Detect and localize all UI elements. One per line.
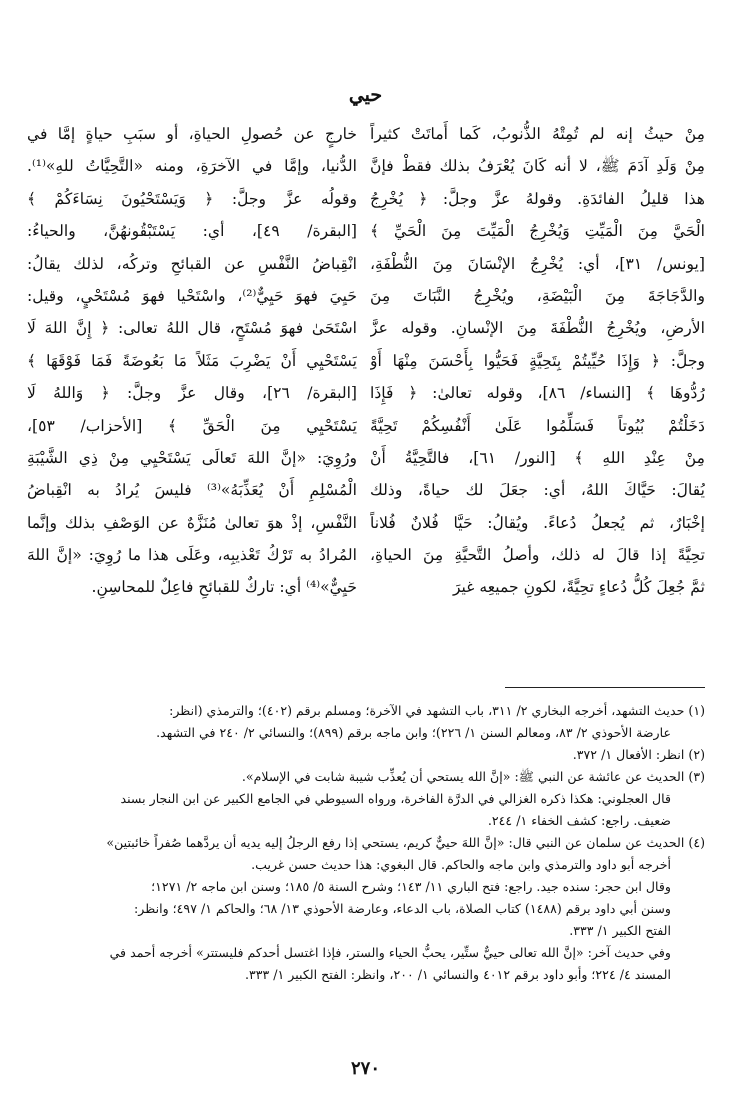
footnote-line: (٣) الحديث عن عائشة عن النبي ﷺ: «إنَّ الله يستحي أن يُعذِّب شيبة شابت في الإسلام». xyxy=(241,769,705,784)
text-line: مِنْ حيثُ إنه لم تُمِتْهُ الذُّنوبُ، كَما أَماتَتْ كثيراً xyxy=(370,125,705,143)
text-line: دَخَلْتُمْ بُيُوتاً فَسَلِّمُوا عَلَىٰ أَنْفُسِكُمْ تَحِيَّةً xyxy=(370,416,705,435)
text-line: وجلَّ: ﴿ وَإِذَا حُيِّيتُمْ بِتَحِيَّةٍ فَحَيُّوا بِأَحْسَنَ مِنْهَا أَوْ xyxy=(370,351,705,370)
text-line: [البقرة/ ٤٩]، أي: يَسْتَبْقُونهُنَّ، والحياءُ: xyxy=(27,222,357,241)
footnote-line: عارضة الأحوذي ٢/ ٨٣، ومعالم السنن ١/ ٢٢٦)؛ وابن ماجه برقم (٨٩٩)؛ والنسائي ٢/ ٢٤٠ في التشهد. xyxy=(156,725,671,740)
page-header-title: حيي xyxy=(348,84,383,106)
text-line: اسْتَحَىٰ فهوَ مُسْتَحٍ، قال اللهُ تعالى: ﴿ إِنَّ اللهَ لَا xyxy=(27,319,357,338)
footnote-line: وقال ابن حجر: سنده جيد. راجع: فتح الباري ١١/ ١٤٣؛ وشرح السنة ٥/ ١٨٥؛ وسنن ابن ماجه ٢/ ١٢٧١؛ xyxy=(151,879,671,894)
main-text-column-right xyxy=(370,118,705,604)
text-line: النَّفْسِ، إذْ هوَ تعالىٰ مُنَزَّهٌ عن الوَصْفِ بذلك وإنَّما xyxy=(27,513,357,532)
text-line: يُقالَ: حَيَّاكَ اللهُ، أي: جعَلَ لك حياةً، وذلك xyxy=(370,481,705,500)
page-number: ٢٧٠ xyxy=(350,1058,380,1079)
text-line: وقولُه عزَّ وجلَّ: ﴿ وَيَسْتَحْيُونَ نِسَاءَكُمْ ﴾ xyxy=(27,189,357,208)
main-text-column-left xyxy=(27,118,357,604)
text-line: يَسْتَحْيِي مِنَ الْحَقِّ ﴾ [الأحزاب/ ٥٣]، xyxy=(27,416,357,435)
footnote-line: وفي حديث آخر: «إنَّ الله تعالى حييٌّ ستِّير، يحبُّ الحياء والستر، فإذا اغتسل أحدكم فليستتر» أخرجه أحمد في xyxy=(109,945,671,960)
footnote-line: وسنن أبي داود برقم (١٤٨٨) كتاب الصلاة، باب الدعاء، وعارضة الأحوذي ١٣/ ٦٨؛ والحاكم ١/ ٤٩٧؛ وانظر: xyxy=(134,901,671,916)
text-line: رُدُّوهَا ﴾ [النساء/ ٨٦]، وقوله تعالىٰ: ﴿ فَإِذَا xyxy=(370,384,705,403)
footnote-line: أخرجه أبو داود والترمذي وابن ماجه والحاكم. قال البغوي: هذا حديث حسن غريب. xyxy=(251,857,671,872)
text-line: مِنْ عِنْدِ اللهِ ﴾ [النور/ ٦١]، فالتَّحِيَّةُ أَنْ xyxy=(370,448,705,467)
text-line: المُرادُ به تَرْكُ تَعْذيبِه، وعَلَى هذا ما رُوِيَ: «إنَّ اللهَ xyxy=(27,546,357,565)
text-line: خارجٍ عن حُصولِ الحياةِ، أو سبَبِ حياةٍ إمَّا في xyxy=(27,125,357,143)
text-line: الأرضِ، ويُخْرِجُ النُّطْفَةَ مِنَ الإنْسانِ. وقوله عزَّ xyxy=(370,319,705,338)
footnote-line: (٤) الحديث عن سلمان عن النبي قال: «إنَّ اللهَ حييٌّ كريم، يستحي إذا رفع الرجلُ إليه يديه أن يردَّهما صُفراً خائبتين» xyxy=(106,835,705,850)
text-line: الْحَيَّ مِنَ الْمَيِّتِ وَيُخْرِجُ الْمَيِّتَ مِنَ الْحَيِّ ﴾ xyxy=(370,222,705,241)
text-line: هذا قليلُ الفائدَةِ. وقولهُ عزَّ وجلَّ: ﴿ يُخْرِجُ xyxy=(370,189,705,208)
footnote-line: (٢) انظر: الأفعال ١/ ٣٧٢. xyxy=(572,747,705,762)
text-line: ثمَّ جُعِلَ كُلُّ دُعاءٍ تحِيَّةً، لكونِ جميعِه غيرَ xyxy=(452,578,705,597)
text-line: والدَّجَاجَةَ مِنَ الْبَيْضَةِ، ويُخْرِجُ النَّبَاتَ مِنَ xyxy=(370,286,705,305)
footnote-line: قال العجلوني: هكذا ذكره الغزالي في الدرَّة الفاخرة، ورواه السيوطي في الجامع الكبير عن ابن النجار بسند xyxy=(120,791,671,806)
text-line: حَيِيٌّ»⁽⁴⁾ أي: تاركٌ للقبائحِ فاعِلٌ للمحاسِنِ. xyxy=(91,578,357,597)
text-line: تحِيَّةً إذا قالَ له ذلك، وأصلُ التَّحيَّةِ مِنَ الحياةِ، xyxy=(370,546,705,565)
footnote-line: الفتح الكبير ١/ ٣٣٣. xyxy=(569,923,671,938)
text-line: [البقرة/ ٢٦]، وقال عزَّ وجلَّ: ﴿ وَاللهُ لَا xyxy=(27,384,357,403)
footnote-line: المسند ٤/ ٢٢٤؛ وأبو داود برقم ٤٠١٢ والنسائي ١/ ٢٠٠، وانظر: الفتح الكبير ١/ ٣٣٣. xyxy=(244,967,671,982)
footnotes-section xyxy=(25,700,705,986)
text-line: مِنْ وَلَدِ آدَمَ ﷺ، لا أنه كَانَ يُعْرَفُ بذلك فقطْ فإنَّ xyxy=(370,157,705,176)
text-line: [يونس/ ٣١]، أي: يُخْرِجُ الإنْسَانَ مِنَ النُّطْفَةِ، xyxy=(370,254,705,273)
footnote-line: ضعيف. راجع: كشف الخفاء ١/ ٢٤٤. xyxy=(487,813,671,828)
text-line: يَسْتَحْيِي أَنْ يَضْرِبَ مَثَلاً مَا بَعُوضَةً فَمَا فَوْقَهَا ﴾ xyxy=(27,351,357,370)
text-line: ورُوِيَ: «إنَّ اللهَ تَعالَى يَسْتَحْيِي مِنْ ذِي الشَّيْبَةِ xyxy=(27,448,357,467)
text-line: إخْبَارٌ، ثم يُجعلُ دُعاءً. ويُقالُ: حَيَّا فُلانٌ فُلاناً xyxy=(370,513,705,532)
footnote-line: (١) حديث التشهد، أخرجه البخاري ٢/ ٣١١، باب التشهد في الآخرة؛ ومسلم برقم (٤٠٢)؛ والترمذي (انظر: xyxy=(169,703,705,718)
text-line: انْقِباضُ النَّفْسِ عن القبائحِ وتركُه، لذلك يقالُ: xyxy=(27,254,357,273)
text-line: حَيِيَ فهوَ حَيِيٌّ⁽²⁾، واسْتَحْيا فهوَ مُسْتَحْيٍ، وقيل: xyxy=(27,286,357,305)
text-line: الدُّنيا، وإمَّا في الآخرَةِ، ومنه «التَّحِيَّاتُ للهِ»⁽¹⁾. xyxy=(27,157,357,176)
footnote-separator xyxy=(505,687,705,688)
text-line: الْمُسْلِمِ أَنْ يُعَذِّبَهُ»⁽³⁾ فليسَ يُرادُ به انْقِباضُ xyxy=(27,481,357,500)
